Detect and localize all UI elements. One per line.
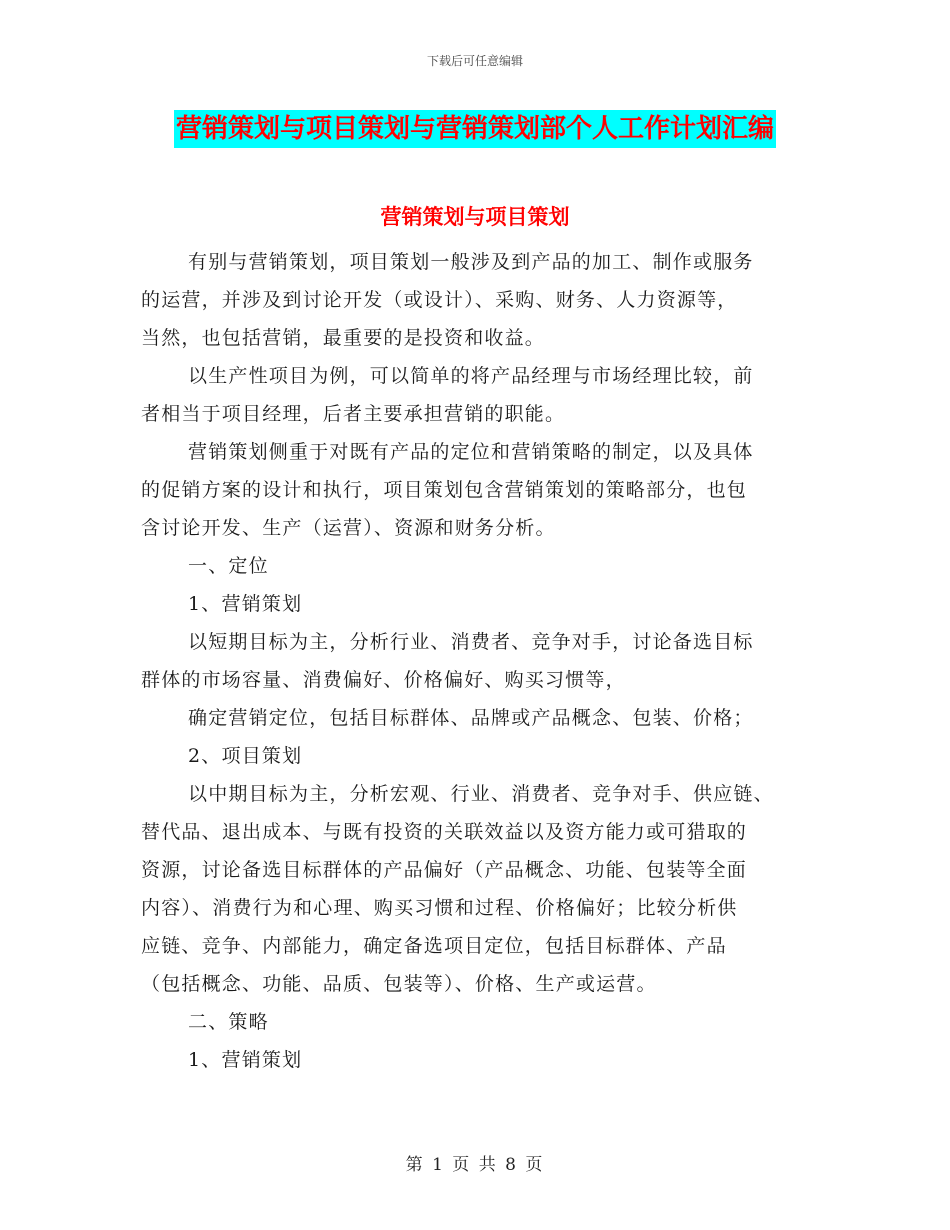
body-line: 的运营，并涉及到讨论开发（或设计）、采购、财务、人力资源等， [141,289,738,311]
document-title: 营销策划与项目策划与营销策划部个人工作计划汇编 [174,110,776,148]
body-line: 确定营销定位，包括目标群体、品牌或产品概念、包装、价格； [188,707,754,729]
body-line: 应链、竞争、内部能力，确定备选项目定位，包括目标群体、产品 [141,935,727,957]
body-line: 群体的市场容量、消费偏好、价格偏好、购买习惯等， [141,669,626,691]
body-line: 当然，也包括营销，最重要的是投资和收益。 [141,327,546,349]
body-line: 1、营销策划 [188,1049,303,1071]
page-header-note: 下载后可任意编辑 [426,54,523,68]
body-line: 1、营销策划 [188,593,303,615]
body-line: 资源，讨论备选目标群体的产品偏好（产品概念、功能、包装等全面 [141,859,748,881]
body-line: 者相当于项目经理，后者主要承担营销的职能。 [141,403,566,425]
body-line: 含讨论开发、生产（运营）、资源和财务分析。 [141,517,556,539]
body-line: 二、策略 [188,1011,269,1033]
body-text [141,243,811,1079]
body-line: 内容）、消费行为和心理、购买习惯和过程、价格偏好；比较分析供 [141,897,738,919]
body-line: 替代品、退出成本、与既有投资的关联效益以及资方能力或可猎取的 [141,821,748,843]
body-line: 以中期目标为主，分析宏观、行业、消费者、竞争对手、供应链、 [188,783,774,805]
body-line: 一、定位 [188,555,269,577]
body-line: 营销策划侧重于对既有产品的定位和营销策略的制定，以及具体 [188,441,754,463]
body-line: 2、项目策划 [188,745,303,767]
document-title-block [0,110,950,148]
page-footer: 第 1 页 共 8 页 [405,1155,545,1175]
body-line: 以短期目标为主，分析行业、消费者、竞争对手，讨论备选目标 [188,631,754,653]
body-line: 以生产性项目为例，可以简单的将产品经理与市场经理比较，前 [188,365,754,387]
body-line: 的促销方案的设计和执行，项目策划包含营销策划的策略部分，也包 [141,479,748,501]
body-line: 有别与营销策划，项目策划一般涉及到产品的加工、制作或服务 [188,251,754,273]
section-title: 营销策划与项目策划 [380,204,570,229]
body-line: （包括概念、功能、品质、包装等）、价格、生产或运营。 [141,973,657,995]
